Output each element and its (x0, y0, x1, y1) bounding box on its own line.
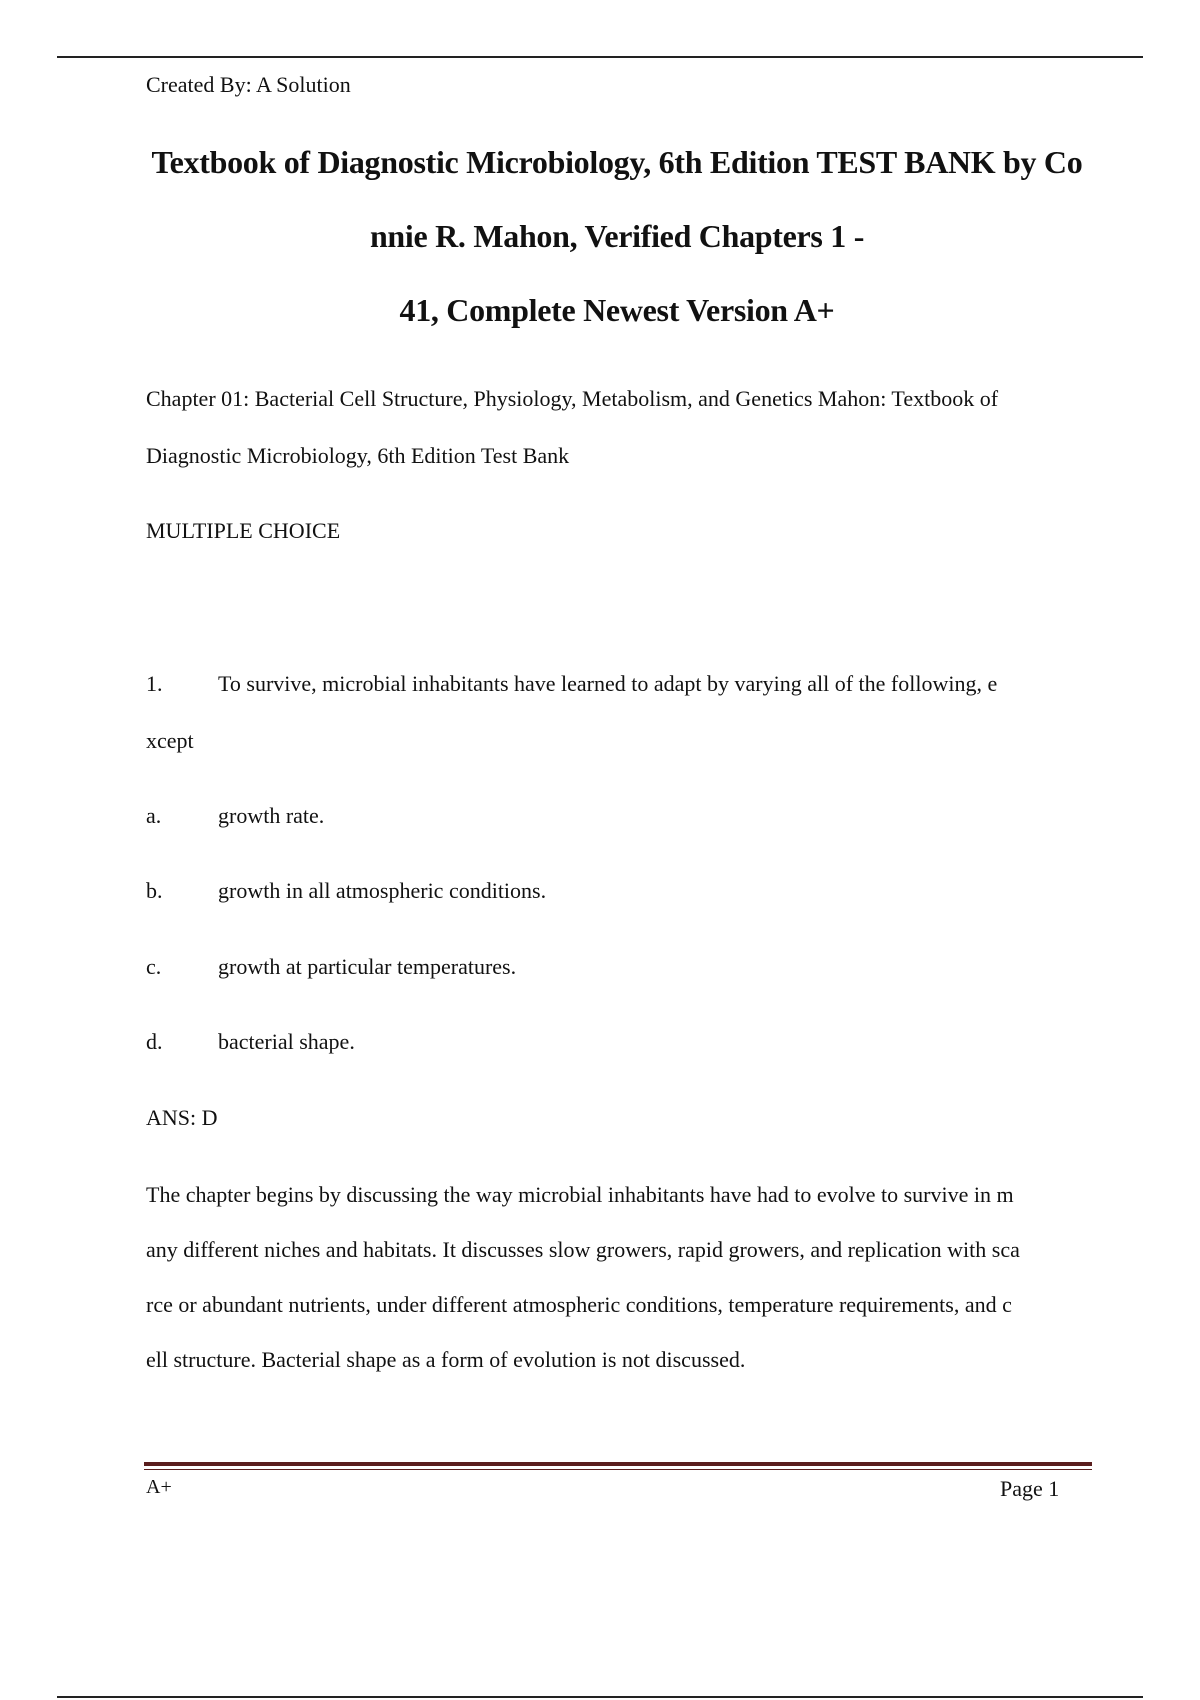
footer-left-label: A+ (146, 1476, 172, 1498)
document-title-line-3: 41, Complete Newest Version A+ (399, 292, 835, 328)
option-d-letter: d. (146, 1029, 163, 1054)
bottom-edge-rule (57, 1696, 1143, 1698)
created-by-label: Created By: A Solution (146, 72, 351, 97)
option-d-text: bacterial shape. (218, 1029, 355, 1054)
question-text: To survive, microbial inhabitants have learned to adapt by varying all of the following, e (218, 671, 998, 696)
option-a-text: growth rate. (218, 803, 325, 828)
answer-key: ANS: D (146, 1105, 218, 1130)
explanation-line-2: any different niches and habitats. It discusses slow growers, rapid growers, and replication with sca (146, 1237, 1020, 1262)
top-rule (57, 56, 1143, 58)
option-c-letter: c. (146, 954, 162, 979)
section-label: MULTIPLE CHOICE (146, 518, 341, 543)
document-title-line-1: Textbook of Diagnostic Microbiology, 6th Edition TEST BANK by Co (151, 144, 1083, 180)
option-a-letter: a. (146, 803, 162, 828)
explanation-line-4: ell structure. Bacterial shape as a form of evolution is not discussed. (146, 1347, 746, 1372)
option-c-text: growth at particular temperatures. (218, 954, 517, 979)
page-number: Page 1 (1000, 1476, 1060, 1501)
explanation-line-1: The chapter begins by discussing the way microbial inhabitants have had to evolve to survive in m (146, 1182, 1014, 1207)
chapter-heading-line-1: Chapter 01: Bacterial Cell Structure, Physiology, Metabolism, and Genetics Mahon: Textbook of (146, 386, 999, 411)
option-b-text: growth in all atmospheric conditions. (218, 878, 547, 903)
explanation-line-3: rce or abundant nutrients, under different atmospheric conditions, temperature requirements, and c (146, 1292, 1012, 1317)
footer-rule-thin (144, 1469, 1092, 1470)
chapter-heading-line-2: Diagnostic Microbiology, 6th Edition Test Bank (146, 443, 570, 468)
footer-rule-thick (144, 1462, 1092, 1466)
option-b-letter: b. (146, 878, 163, 903)
question-number: 1. (146, 671, 163, 696)
question-text-continued: xcept (146, 728, 194, 753)
document-title-line-2: nnie R. Mahon, Verified Chapters 1 - (369, 218, 865, 254)
